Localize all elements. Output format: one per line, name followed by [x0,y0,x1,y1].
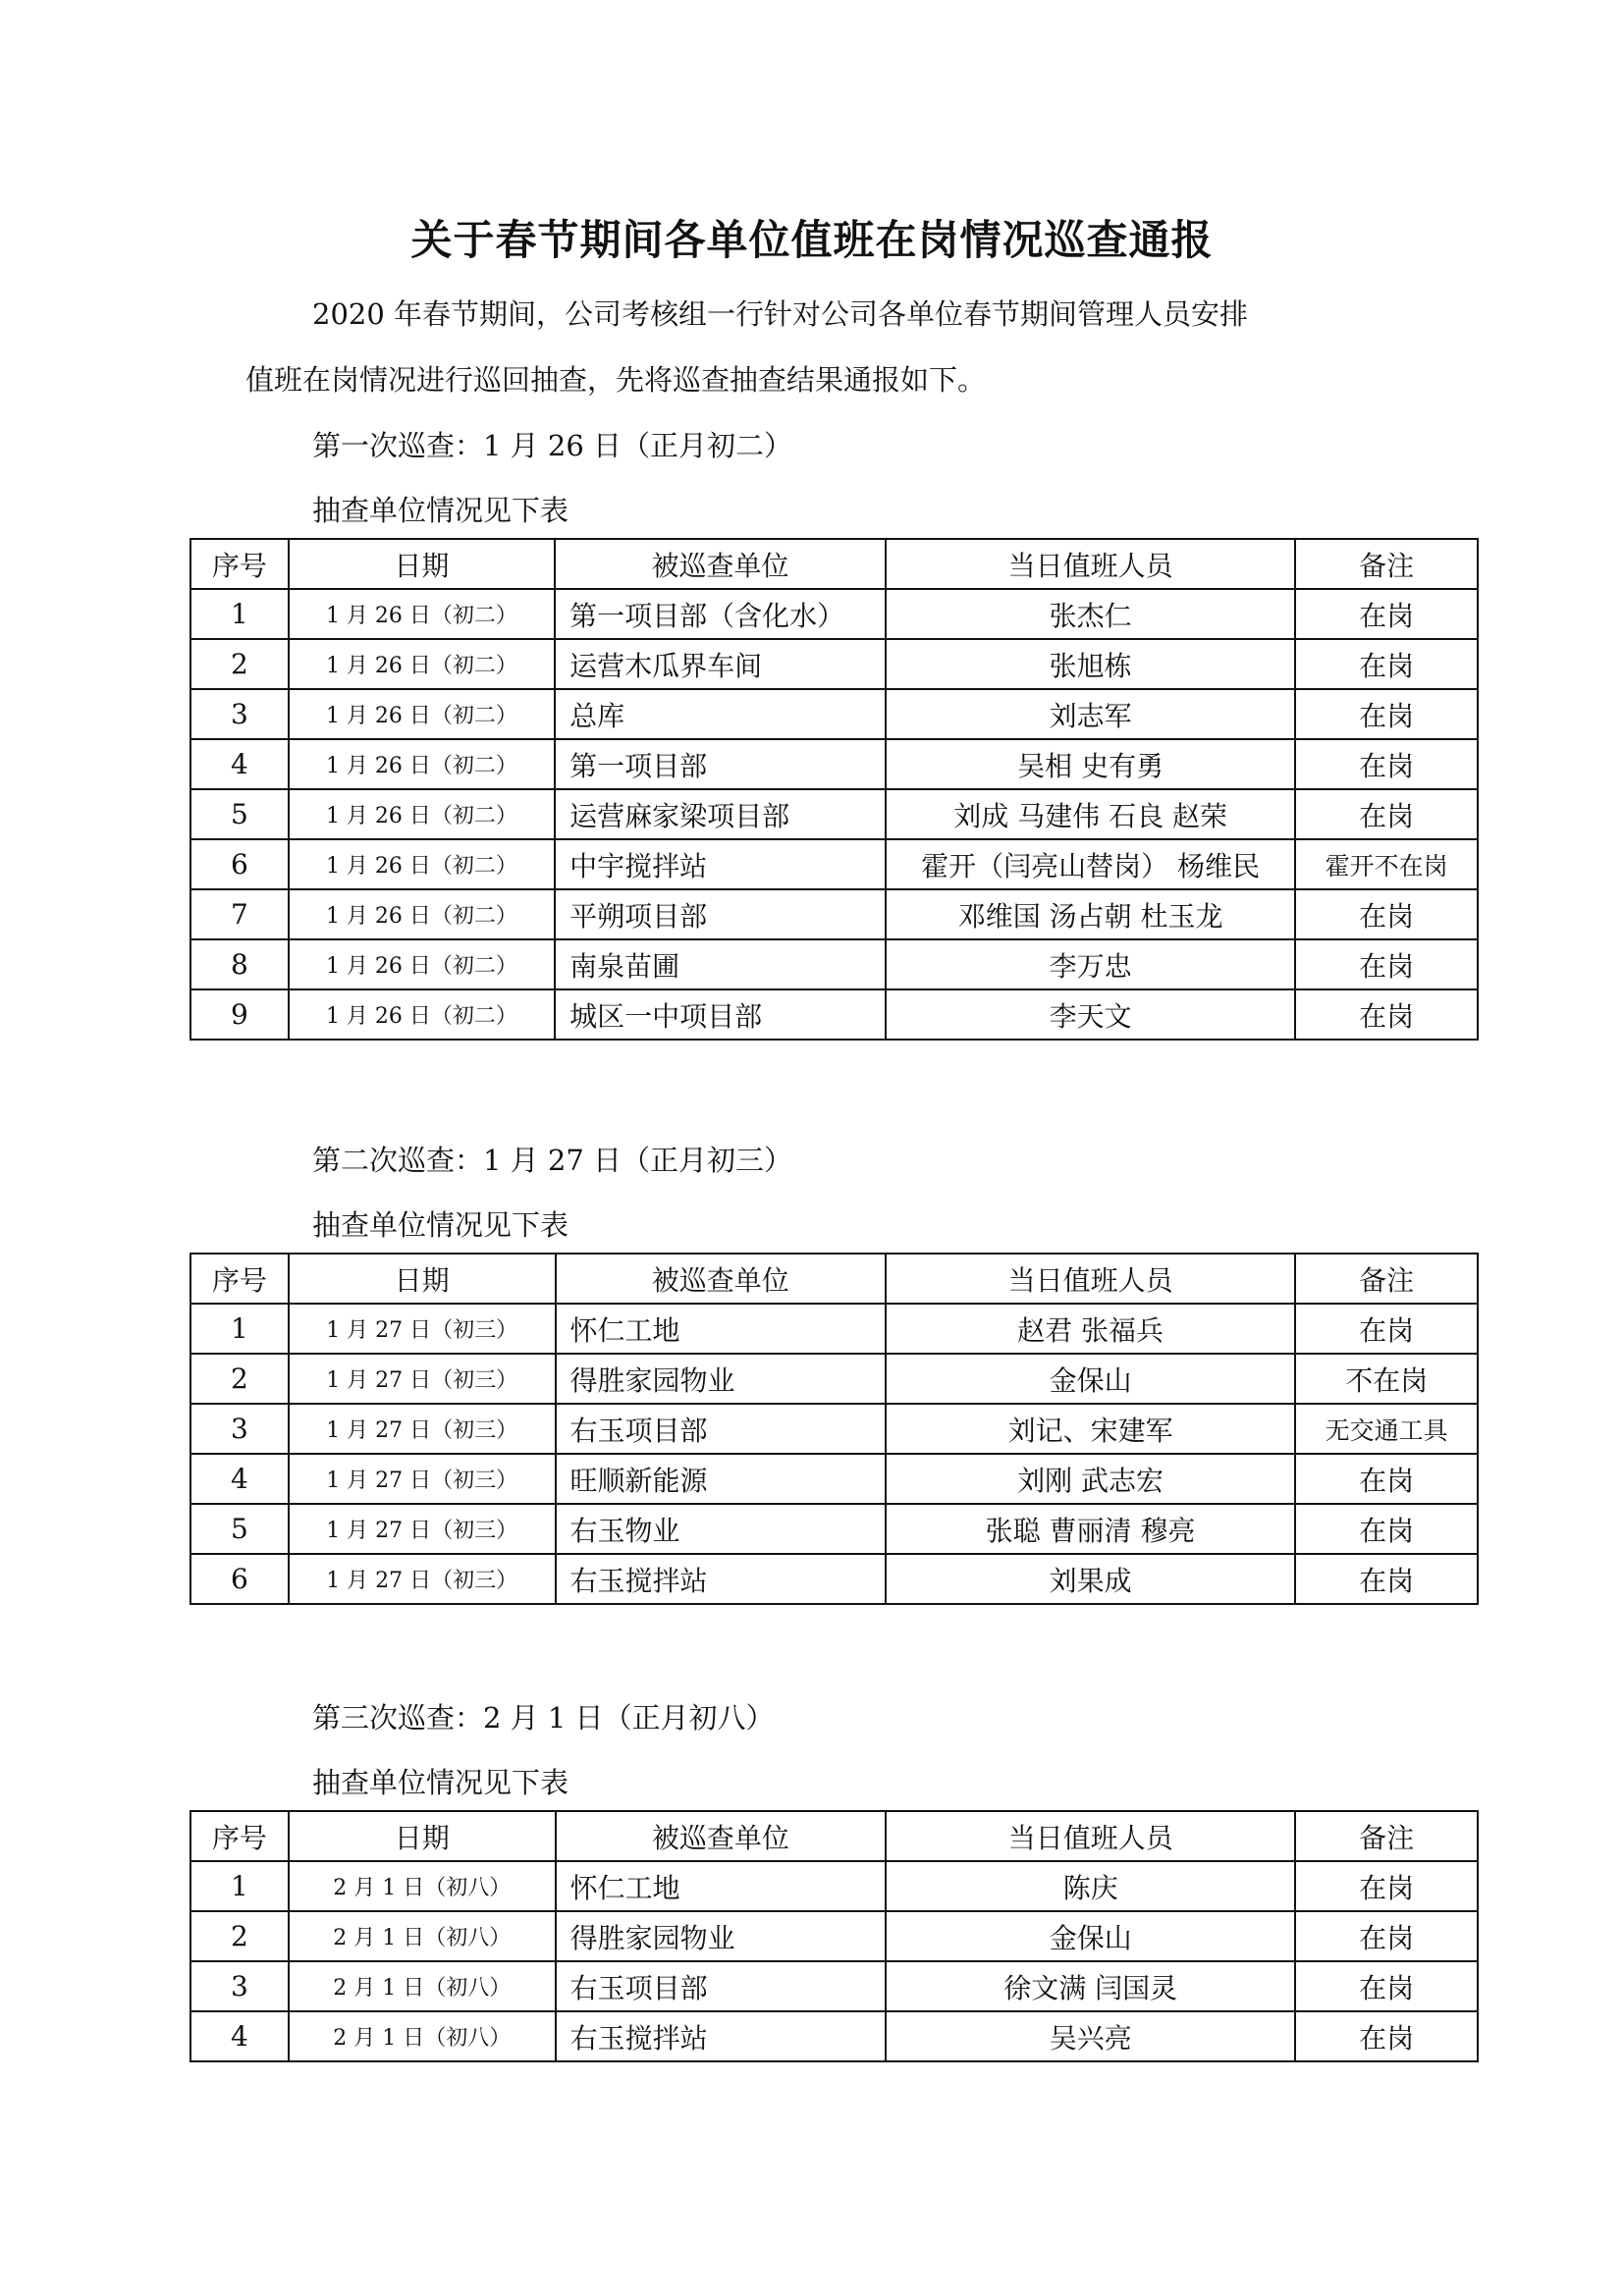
cell-note: 在岗 [1295,1961,1478,2011]
table-row [190,839,1478,889]
cell-date: 1 月 26 日（初二） [289,589,555,639]
cell-date: 1 月 27 日（初三） [289,1304,556,1354]
cell-unit: 右玉物业 [556,1504,886,1554]
inspection-2-table [189,1253,1479,1605]
table-header-row [190,1254,1478,1304]
cell-date: 2 月 1 日（初八） [289,1961,556,2011]
cell-row-number: 6 [190,839,289,889]
cell-unit: 怀仁工地 [556,1304,886,1354]
cell-date: 1 月 26 日（初二） [289,789,555,839]
cell-note: 在岗 [1295,939,1478,989]
cell-row-number: 4 [190,739,289,789]
cell-date: 2 月 1 日（初八） [289,2011,556,2061]
cell-staff: 赵君 张福兵 [886,1304,1295,1354]
cell-date: 1 月 26 日（初二） [289,939,555,989]
table-row [190,889,1478,939]
cell-note: 无交通工具 [1295,1404,1478,1454]
column-header-row-number: 序号 [190,1254,289,1304]
column-header-row-number: 序号 [190,539,289,589]
cell-row-number: 6 [190,1554,289,1604]
column-header-note: 备注 [1295,1811,1478,1861]
table-row [190,1554,1478,1604]
cell-unit: 右玉搅拌站 [556,1554,886,1604]
cell-date: 1 月 26 日（初二） [289,739,555,789]
table-row [190,1504,1478,1554]
table-row [190,689,1478,739]
cell-note: 在岗 [1295,1504,1478,1554]
table-row [190,989,1478,1040]
cell-row-number: 1 [190,1861,289,1911]
cell-staff: 张聪 曹丽清 穆亮 [886,1504,1295,1554]
table-row [190,939,1478,989]
cell-staff: 金保山 [886,1354,1295,1404]
cell-date: 2 月 1 日（初八） [289,1911,556,1961]
cell-note: 在岗 [1295,1554,1478,1604]
cell-note: 霍开不在岗 [1295,839,1478,889]
cell-staff: 张旭栋 [886,639,1296,689]
cell-row-number: 5 [190,789,289,839]
cell-staff: 李万忠 [886,939,1296,989]
column-header-unit: 被巡查单位 [556,1254,886,1304]
cell-note: 在岗 [1295,1911,1478,1961]
cell-unit: 旺顺新能源 [556,1454,886,1504]
cell-row-number: 7 [190,889,289,939]
cell-row-number: 8 [190,939,289,989]
cell-row-number: 9 [190,989,289,1040]
cell-unit: 南泉苗圃 [555,939,886,989]
column-header-note: 备注 [1295,1254,1478,1304]
cell-staff: 陈庆 [886,1861,1295,1911]
cell-staff: 刘记、宋建军 [886,1404,1295,1454]
cell-unit: 得胜家园物业 [556,1911,887,1961]
cell-row-number: 4 [190,2011,289,2061]
cell-note: 在岗 [1295,739,1478,789]
column-header-unit: 被巡查单位 [556,1811,887,1861]
cell-note: 在岗 [1295,889,1478,939]
table-header-row [190,539,1478,589]
cell-row-number: 4 [190,1454,289,1504]
cell-staff: 李天文 [886,989,1296,1040]
cell-note: 在岗 [1295,589,1478,639]
column-header-date: 日期 [289,539,555,589]
table-row [190,1961,1478,2011]
cell-note: 在岗 [1295,1304,1478,1354]
cell-staff: 吴兴亮 [886,2011,1295,2061]
table-row [190,1861,1478,1911]
cell-note: 在岗 [1295,989,1478,1040]
table-row [190,1304,1478,1354]
inspection-1-heading: 第一次巡查：1 月 26 日（正月初二） [312,429,793,462]
cell-unit: 第一项目部（含化水） [555,589,886,639]
inspection-2-caption: 抽查单位情况见下表 [312,1208,569,1242]
cell-unit: 右玉项目部 [556,1961,887,2011]
table-row [190,1404,1478,1454]
column-header-staff: 当日值班人员 [886,1811,1295,1861]
cell-unit: 中宇搅拌站 [555,839,886,889]
cell-unit: 得胜家园物业 [556,1354,886,1404]
cell-row-number: 1 [190,1304,289,1354]
cell-staff: 刘果成 [886,1554,1295,1604]
table-header-row [190,1811,1478,1861]
column-header-date: 日期 [289,1811,556,1861]
cell-date: 1 月 27 日（初三） [289,1354,556,1404]
table-row [190,589,1478,639]
cell-note: 不在岗 [1295,1354,1478,1404]
cell-date: 1 月 26 日（初二） [289,989,555,1040]
cell-row-number: 1 [190,589,289,639]
column-header-staff: 当日值班人员 [886,539,1296,589]
table-row [190,1354,1478,1404]
cell-row-number: 5 [190,1504,289,1554]
cell-staff: 邓维国 汤占朝 杜玉龙 [886,889,1296,939]
cell-unit: 总库 [555,689,886,739]
cell-date: 1 月 26 日（初二） [289,689,555,739]
cell-staff: 刘刚 武志宏 [886,1454,1295,1504]
cell-date: 1 月 26 日（初二） [289,839,555,889]
cell-staff: 刘成 马建伟 石良 赵荣 [886,789,1296,839]
cell-note: 在岗 [1295,639,1478,689]
cell-date: 1 月 27 日（初三） [289,1404,556,1454]
cell-staff: 霍开（闫亮山替岗） 杨维民 [886,839,1296,889]
inspection-3-table [189,1810,1479,2062]
cell-staff: 徐文满 闫国灵 [886,1961,1295,2011]
cell-unit: 运营木瓜界车间 [555,639,886,689]
cell-staff: 张杰仁 [886,589,1296,639]
cell-unit: 怀仁工地 [556,1861,887,1911]
column-header-staff: 当日值班人员 [886,1254,1295,1304]
cell-unit: 平朔项目部 [555,889,886,939]
cell-date: 1 月 26 日（初二） [289,639,555,689]
cell-date: 1 月 27 日（初三） [289,1504,556,1554]
table-row [190,1911,1478,1961]
cell-unit: 城区一中项目部 [555,989,886,1040]
intro-line-1: 2020 年春节期间，公司考核组一行针对公司各单位春节期间管理人员安排 [312,297,1249,331]
cell-note: 在岗 [1295,1454,1478,1504]
column-header-row-number: 序号 [190,1811,289,1861]
cell-date: 1 月 27 日（初三） [289,1554,556,1604]
cell-note: 在岗 [1295,689,1478,739]
table-row [190,739,1478,789]
column-header-unit: 被巡查单位 [555,539,886,589]
cell-staff: 吴相 史有勇 [886,739,1296,789]
cell-note: 在岗 [1295,2011,1478,2061]
cell-row-number: 2 [190,639,289,689]
cell-row-number: 3 [190,1961,289,2011]
cell-date: 1 月 27 日（初三） [289,1454,556,1504]
cell-staff: 金保山 [886,1911,1295,1961]
cell-unit: 第一项目部 [555,739,886,789]
cell-date: 1 月 26 日（初二） [289,889,555,939]
cell-note: 在岗 [1295,1861,1478,1911]
inspection-3-heading: 第三次巡查：2 月 1 日（正月初八） [312,1701,775,1735]
cell-date: 2 月 1 日（初八） [289,1861,556,1911]
cell-unit: 运营麻家梁项目部 [555,789,886,839]
cell-row-number: 2 [190,1354,289,1404]
cell-row-number: 3 [190,1404,289,1454]
table-row [190,2011,1478,2061]
column-header-note: 备注 [1295,539,1478,589]
column-header-date: 日期 [289,1254,556,1304]
document-title: 关于春节期间各单位值班在岗情况巡查通报 [410,216,1214,264]
cell-unit: 右玉搅拌站 [556,2011,887,2061]
cell-row-number: 3 [190,689,289,739]
inspection-1-table [189,538,1479,1041]
cell-note: 在岗 [1295,789,1478,839]
table-row [190,789,1478,839]
table-row [190,1454,1478,1504]
inspection-1-caption: 抽查单位情况见下表 [312,494,569,527]
cell-unit: 右玉项目部 [556,1404,886,1454]
table-row [190,639,1478,689]
cell-staff: 刘志军 [886,689,1296,739]
inspection-2-heading: 第二次巡查：1 月 27 日（正月初三） [312,1144,793,1177]
intro-line-2: 值班在岗情况进行巡回抽查，先将巡查抽查结果通报如下。 [245,363,987,397]
inspection-3-caption: 抽查单位情况见下表 [312,1766,569,1799]
cell-row-number: 2 [190,1911,289,1961]
